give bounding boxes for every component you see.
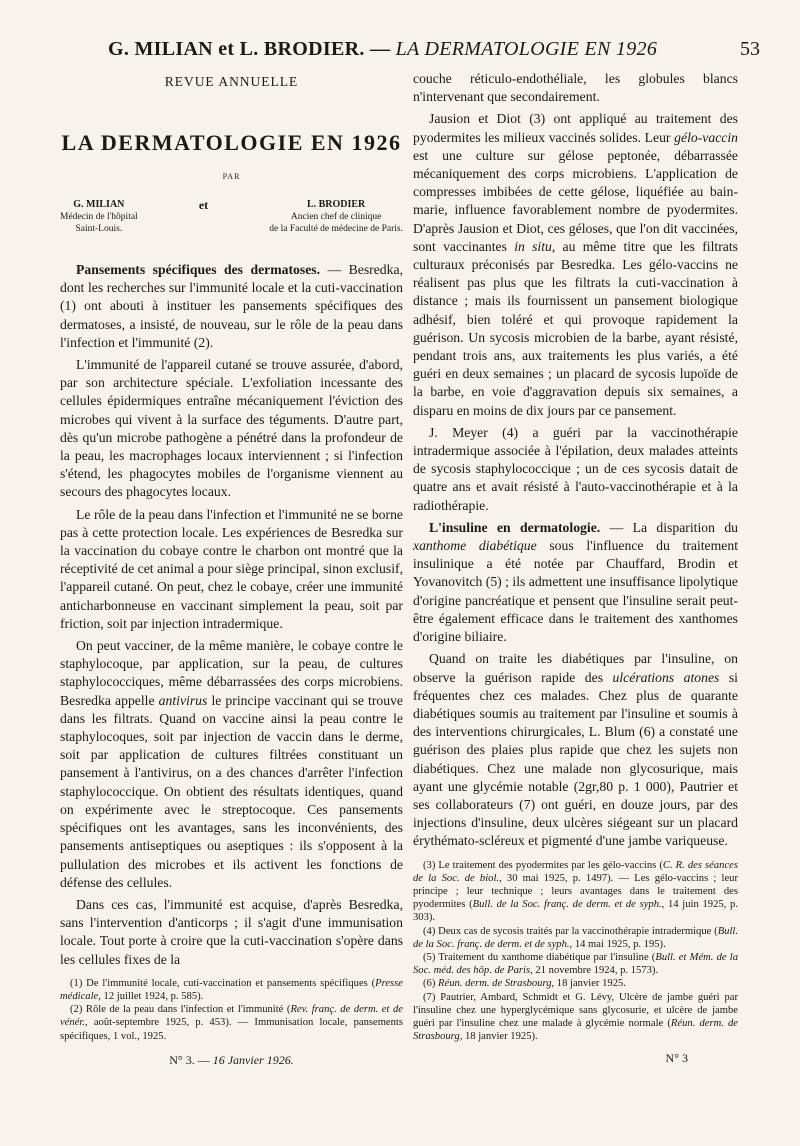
- left-column: [60, 70, 403, 1068]
- paragraph: J. Meyer (4) a guéri par la vaccinothérapie intradermique associée à l'épilation, deux malades atteints de sycosis staphylococcique ; un de ces sycosis datait de quatre ans et avait résisté à l'auto-vaccinothérapie et à la radiothérapie.: [413, 424, 738, 513]
- author-milian: [60, 199, 138, 235]
- paragraph-text: si fréquentes chez ces malades. Chez plus de quarante diabétiques soumis au traitement par l'insuline et soumis à des interventions chirurgicales, L. Blum (6) a constaté une guérison des plaies plus rapide que chez les sujets non diabétiques. Chez une malade non glycosurique, mais ayant une glycémie notable (2gr,80 p. 1 000), Pautrier et ses collaborateurs (7) ont guéri, en douze jours, par des injections d'insuline, deux ulcères siégeant sur un placard érythémato-scléreux et pigmenté d'une jambe variqueuse.: [413, 669, 738, 849]
- signature-mark: [60, 1053, 403, 1068]
- section-heading: Pansements spécifiques des dermatoses.: [76, 262, 321, 277]
- footnote-emphasis: Bull. et Mém. de la Soc. méd. des hôp. de Paris: [413, 951, 739, 977]
- paragraph: Dans ces cas, l'immunité est acquise, d'après Besredka, sans l'intervention d'anticorps ; il s'agit d'une immunisation locale. Tout porte à croire que la cuti-vaccination s'opère dans les cellules fixes de la: [60, 896, 403, 967]
- paragraph-text: , au même titre que les filtrats culturaux préconisés par Besredka. Les gélo-vaccins ne réalisent pas plus que les filtrats la cuti-vaccination à distance ; mais ils fournissent un pansement biologique adhésif, bien toléré et qui provoque rapidement la guérison. Un sycosis microbien de la barbe, ayant résisté, pendant trois ans, aux traitements les plus variés, a été guéri en deux semaines ; un placard de sycosis lupoïde de la barbe, en voie d'aggravation depuis six semaines, a disparu en moins de dix jours par ce pansement.: [413, 238, 738, 418]
- paragraph-text: est une culture sur gélose peptonée, débarrassée mécaniquement des corps microbiens. L'application de compresses imbibées de cette gélose, liquéfiée au bain-marie, influence favorablement nombre de pyodermites. D'après Jausion et Diot, ces géloses, que l'on dit vaccinées, sont vaccinantes: [413, 147, 738, 254]
- by-line: PAR: [222, 172, 241, 181]
- page-number: 53: [740, 38, 760, 60]
- footnote-emphasis: Rev. franç. de derm. et de vénér.: [60, 1004, 403, 1029]
- section-heading: L'insuline en dermatologie.: [429, 519, 601, 535]
- emphasis: antivirus: [158, 692, 208, 708]
- paragraph: [413, 519, 738, 646]
- paragraph: couche réticulo-endothéliale, les globules blancs n'intervenant que secondairement.: [413, 71, 738, 105]
- paragraph: L'immunité de l'appareil cutané se trouve assurée, d'abord, par son architecture spéciale. L'exfoliation incessante des cellules épidermiques entraîne mécaniquement l'éviction des microbes qui vivent à la surface des téguments. D'autre part, dès qu'un microbe pathogène a pénétré dans la profondeur de la peau, les macrophages locaux interviennent ; si l'infection s'étend, les phagocytes mobiles de l'organisme viennent au secours des phagocytes locaux.: [60, 357, 403, 500]
- author-affiliation-line: Médecin de l'hôpital: [60, 212, 138, 222]
- footnote-emphasis: Presse médicale: [60, 977, 403, 1002]
- author-affiliation-line: Ancien chef de clinique: [290, 212, 382, 222]
- running-head-authors: G. MILIAN et L. BRODIER. —: [108, 38, 391, 60]
- paragraph-text: Jausion et Diot (3) ont appliqué au traitement des pyodermites les milieux vaccinés solides. Leur: [413, 111, 738, 145]
- paragraph-text: Quand on traite les diabétiques par l'insuline, on observe la guérison rapide des: [413, 651, 738, 685]
- emphasis: in situ: [514, 238, 552, 254]
- footnote-text: (5) Traitement du xanthome diabétique par l'insuline (: [423, 951, 656, 963]
- paragraph-text: sous l'influence du traitement insulinique a été notée par Chauffard, Brodin et Yovanovitch (5) ; ils admettent une insuffisance lipolytique d'origine pancréatique et pensent que l'insuline serait peut-être également efficace dans le traitement des xanthomes d'origine biliaire.: [413, 538, 738, 645]
- author-brodier: [269, 199, 403, 235]
- article-title: LA DERMATOLOGIE EN 1926: [61, 130, 402, 155]
- paragraph: [60, 261, 403, 352]
- paragraph-text: — Besredka, dont les recherches sur l'immunité locale et la cuti-vaccination (1) ont abouti à instituer les pansements spécifiques des dermatoses, a insisté, de nouveau, sur le rôle de la peau dans l'infection et l'immunité (2).: [60, 262, 403, 350]
- footnote: [60, 1003, 403, 1043]
- footnote-text: , 21 novembre 1924, p. 1573).: [530, 965, 659, 977]
- author-separator: et: [198, 198, 209, 212]
- paragraph: [60, 637, 403, 892]
- footnote: [413, 977, 738, 990]
- footnote-text: , 18 janvier 1925).: [459, 1031, 538, 1043]
- signature-mark: N° 3: [665, 1051, 688, 1066]
- footnote: [60, 977, 403, 1003]
- emphasis: gélo-vaccin: [674, 129, 738, 145]
- review-label: REVUE ANNUELLE: [164, 74, 299, 89]
- paragraph: Le rôle de la peau dans l'infection et l'immunité ne se borne pas à cette protection locale. Les expériences de Besredka sur la vaccination du cobaye contre le charbon ont montré que la réceptivité de cet animal a pour siège principal, sinon exclusif, l'appareil cutané. On peut, chez le cobaye, créer une immunité anticharbonneuse en vaccinant simplement la peau, soit par friction, soit par injection intradermique.: [60, 506, 403, 631]
- author-name: G. MILIAN: [73, 199, 125, 210]
- running-head-title: LA DERMATOLOGIE EN 1926: [395, 38, 658, 60]
- paragraph-text: le principe vaccinant qui se trouve dans les filtrats. Quand on vaccine ainsi la peau contre le staphylocoques, soit par injection de vaccin dans le derme, soit par application de cultures filtrées constituant un pansement à l'antivirus, on a des chances d'arrêter l'infection staphylococcique. On obtient des résultats identiques, quand on expérimente avec le streptocoque. Ces pansements spécifiques ont les avantages, sans les inconvénients, des pansements antiseptiques ou aseptiques : ils s'opposent à la pullulation des microbes et ils activent les fonctions de défense des cellules.: [60, 692, 403, 890]
- footnote-text: , 14 mai 1925, p. 195).: [569, 938, 666, 950]
- paragraph-text: On peut vacciner, de la même manière, le cobaye contre le staphylocoque, par application, sur la peau, de cultures staphylococciques, même débarrassées des corps microbiens. Besredka appelle: [60, 638, 403, 708]
- author-name: L. BRODIER: [306, 199, 366, 210]
- running-head: [108, 38, 758, 61]
- paragraph: [413, 650, 738, 850]
- emphasis: xanthome diabétique: [413, 538, 537, 554]
- footnote-emphasis: Bull. de la Soc. franç. de derm. et de syph.: [472, 899, 662, 911]
- signature-number: N° 3. —: [169, 1052, 210, 1067]
- footnote-text: , 18 janvier 1925.: [551, 978, 626, 990]
- footnote-text: , 30 mai 1925, p. 1497). — Les gélo-vaccins ; leur principe ; leur technique ; leurs avantages dans le traitement des pyodermites (: [413, 872, 739, 911]
- footnote-text: (7) Pautrier, Ambard, Schmidt et G. Lévy, Ulcère de jambe guéri par l'insuline chez une hyperglycémique sans glycosurie, et ulcère de jambe guéri par l'insuline chez une malade à glycémie normale (: [413, 991, 738, 1029]
- footnote-text: , 12 juillet 1924, p. 585).: [98, 990, 204, 1002]
- right-column: [413, 70, 738, 1066]
- author-affiliation-line: Saint-Louis.: [75, 224, 123, 234]
- footnote: [413, 925, 738, 951]
- footnote-emphasis: Bull. de la Soc. franç. de derm. et de syph.: [413, 925, 738, 950]
- footnote-text: , 14 juin 1925, p. 303).: [413, 899, 738, 924]
- author-affiliation-line: de la Faculté de médecine de Paris.: [269, 224, 403, 234]
- footnote-text: (3) Le traitement des pyodermites par les gélo-vaccins (: [423, 859, 663, 871]
- paragraph: [413, 110, 738, 419]
- footnote: [413, 951, 738, 977]
- emphasis: ulcérations atones: [612, 669, 720, 685]
- footnote-emphasis: C. R. des séances de la Soc. de biol.: [413, 859, 738, 884]
- footnote-emphasis: Réun. derm. de Strasbourg: [438, 978, 552, 990]
- footnote-emphasis: Réun. derm. de Strasbourg: [413, 1017, 738, 1043]
- footnote: [413, 991, 738, 1044]
- footnote-text: (2) Rôle de la peau dans l'infection et l'immunité (: [70, 1004, 291, 1016]
- footnote-text: (1) De l'immunité locale, cuti-vaccination et pansements spécifiques (: [70, 977, 376, 989]
- footnote-text: , août-septembre 1925, p. 453). — Immunisation locale, pansements spécifiques, 1 vol., 1925.: [60, 1017, 403, 1042]
- footnote-text: (6): [423, 978, 439, 990]
- signature-date: 16 Janvier 1926.: [212, 1052, 294, 1067]
- footnote-text: (4) Deux cas de sycosis traités par la vaccinothérapie intradermique (: [423, 925, 718, 937]
- paragraph-text: — La disparition du: [600, 519, 739, 535]
- footnote: [413, 859, 738, 925]
- authors-block: [60, 199, 403, 235]
